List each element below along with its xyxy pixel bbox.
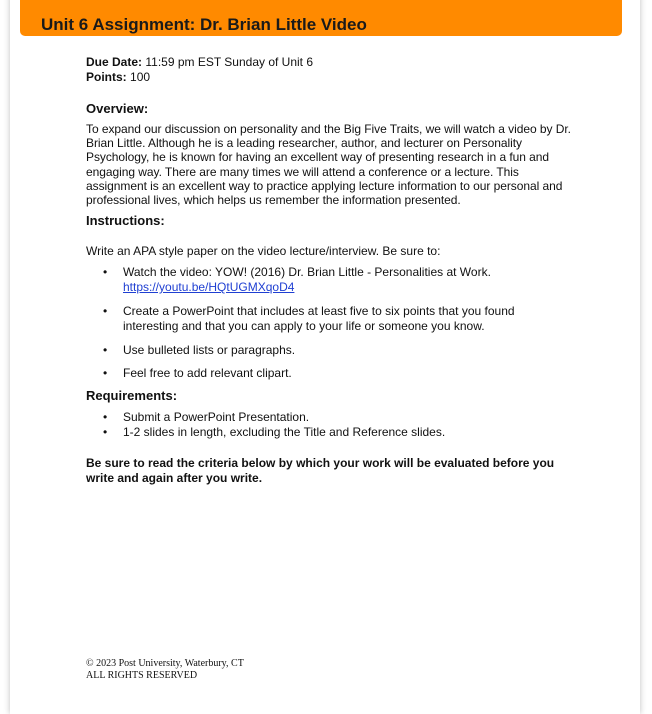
assignment-header-banner: [20, 0, 622, 36]
requirements-list: [86, 410, 571, 440]
due-date-value: 11:59 pm EST Sunday of Unit 6: [145, 55, 314, 69]
instruction-text: Use bulleted lists or paragraphs.: [123, 342, 296, 357]
copyright-footer: [86, 658, 244, 682]
list-item: [86, 343, 571, 359]
points-value: 100: [130, 70, 151, 84]
bullet-icon: •: [103, 303, 108, 318]
bullet-icon: •: [103, 264, 108, 279]
bullet-icon: •: [103, 342, 108, 357]
list-item: [86, 366, 571, 382]
video-link[interactable]: https://youtu.be/HQtUGMXqoD4: [123, 280, 295, 295]
evaluation-note: Be sure to read the criteria below by which your work will be evaluated before you write and again after you write.: [86, 455, 555, 485]
overview-heading: Overview:: [86, 101, 149, 116]
rights-text: ALL RIGHTS RESERVED: [86, 670, 198, 681]
copyright-text: © 2023 Post University, Waterbury, CT: [86, 658, 244, 669]
instruction-text: Create a PowerPoint that includes at least five to six points that you found interesting and that you can apply to your life or someone you know.: [123, 303, 515, 334]
requirement-text: Submit a PowerPoint Presentation.: [123, 409, 310, 424]
due-date-line: [86, 55, 571, 70]
bullet-icon: •: [103, 409, 108, 424]
assignment-title: Unit 6 Assignment: Dr. Brian Little Video: [41, 15, 367, 34]
requirements-heading: Requirements:: [86, 387, 178, 403]
instruction-text: Watch the video: YOW! (2016) Dr. Brian Little - Personalities at Work.: [123, 264, 491, 279]
list-item: [86, 265, 571, 296]
assignment-body: [86, 55, 571, 486]
list-item: [86, 425, 571, 440]
instructions-intro: Write an APA style paper on the video lecture/interview. Be sure to:: [86, 244, 441, 259]
list-item: [86, 410, 571, 425]
bullet-icon: •: [103, 366, 108, 381]
requirement-text: 1-2 slides in length, excluding the Title and Reference slides.: [123, 424, 446, 439]
instructions-heading: Instructions:: [86, 213, 165, 229]
instruction-text: Feel free to add relevant clipart.: [123, 366, 292, 381]
instructions-list: [86, 265, 571, 382]
overview-paragraph: To expand our discussion on personality and the Big Five Traits, we will watch a video by Dr. Brian Little. Although he is a leading researcher, author, and lecturer on Personality Psychology, he is known for having an excellent way of presenting research in a fun and engaging way. There are many times we will attend a conference or a lecture. This assignment is an excellent way to practice applying lecture information to our personal and professional lives, which helps us remember the information presented.: [86, 122, 571, 208]
points-label: Points:: [86, 70, 127, 84]
bullet-icon: •: [103, 424, 108, 439]
points-line: [86, 70, 571, 85]
due-date-label: Due Date:: [86, 55, 143, 69]
list-item: [86, 304, 571, 335]
